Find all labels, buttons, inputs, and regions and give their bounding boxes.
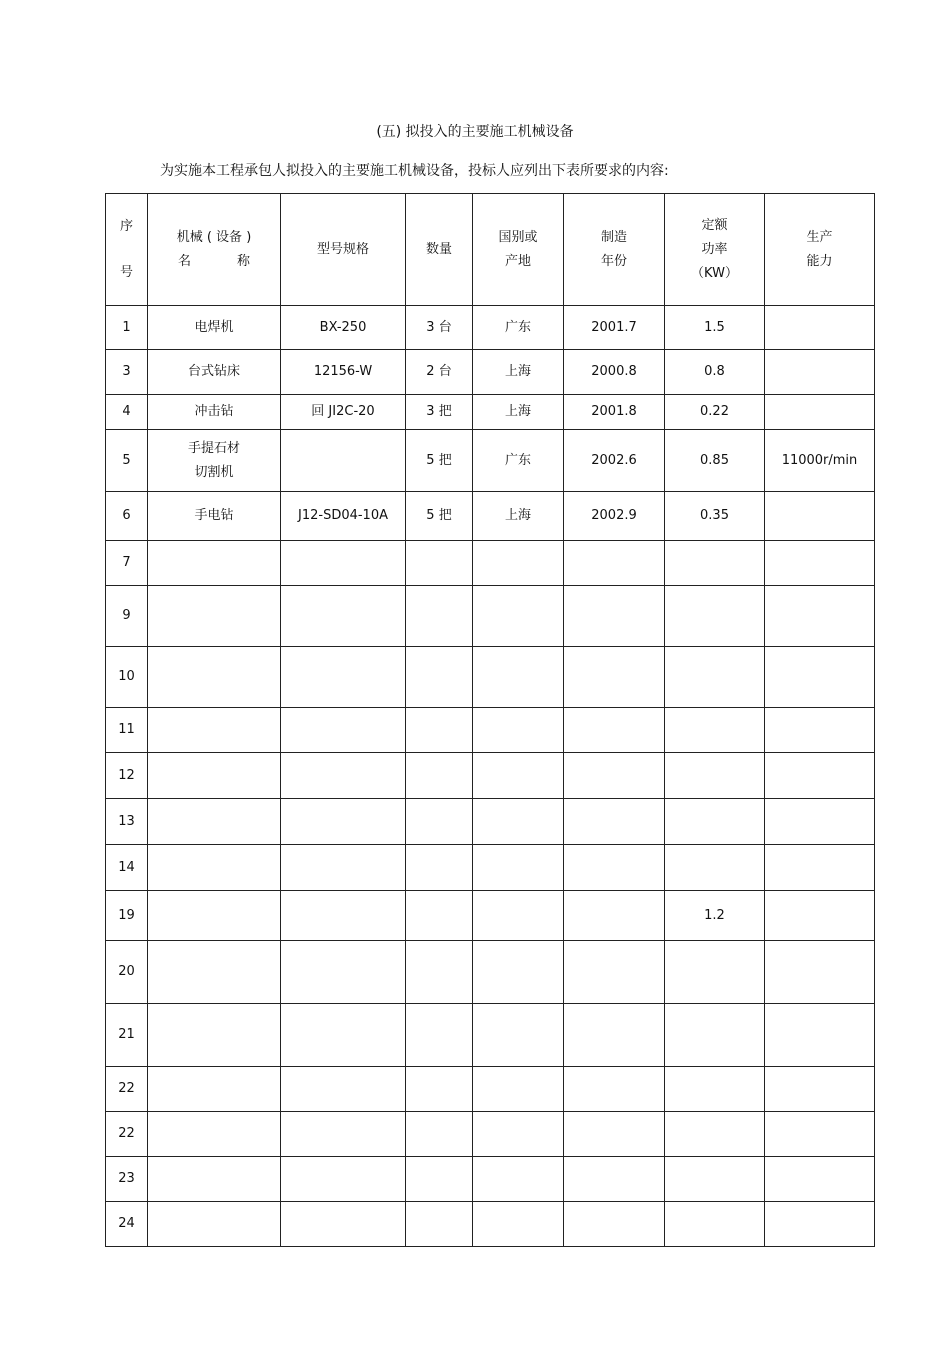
cell-origin (473, 1112, 564, 1157)
table-row (106, 1112, 875, 1157)
table-row (106, 1157, 875, 1202)
table-row (106, 845, 875, 891)
header-qty: 数量 (406, 194, 473, 306)
cell-origin: 广东 (473, 430, 564, 492)
cell-name (148, 541, 281, 586)
cell-model: J12-SD04-10A (281, 492, 406, 541)
table-row (106, 541, 875, 586)
cell-name: 电焊机 (148, 306, 281, 350)
cell-origin: 上海 (473, 395, 564, 430)
cell-model (281, 753, 406, 799)
table-row (106, 941, 875, 1004)
cell-qty: 5 把 (406, 430, 473, 492)
cell-origin: 广东 (473, 306, 564, 350)
cell-capacity (765, 395, 875, 430)
cell-name (148, 753, 281, 799)
cell-model (281, 1202, 406, 1247)
cell-power: 0.8 (665, 350, 765, 395)
cell-name (148, 845, 281, 891)
cell-qty: 2 台 (406, 350, 473, 395)
cell-power (665, 1202, 765, 1247)
cell-year: 2000.8 (564, 350, 665, 395)
equipment-table (105, 193, 875, 1247)
cell-qty (406, 753, 473, 799)
cell-qty (406, 1004, 473, 1067)
intro-text: 为实施本工程承包人拟投入的主要施工机械设备，投标人应列出下表所要求的内容: (160, 163, 669, 179)
header-seq: 序 号 (106, 194, 148, 306)
cell-model (281, 1004, 406, 1067)
cell-seq: 21 (106, 1004, 148, 1067)
cell-power (665, 845, 765, 891)
cell-name (148, 1157, 281, 1202)
cell-model (281, 799, 406, 845)
table-row (106, 1004, 875, 1067)
cell-qty (406, 891, 473, 941)
cell-seq: 24 (106, 1202, 148, 1247)
cell-year (564, 845, 665, 891)
cell-year: 2001.7 (564, 306, 665, 350)
cell-power (665, 647, 765, 708)
header-capacity: 生产 能力 (765, 194, 875, 306)
cell-year: 2002.6 (564, 430, 665, 492)
cell-capacity: 11000r/min (765, 430, 875, 492)
table-row (106, 1067, 875, 1112)
table-row (106, 586, 875, 647)
cell-seq: 3 (106, 350, 148, 395)
cell-origin (473, 845, 564, 891)
cell-model (281, 845, 406, 891)
cell-qty: 3 台 (406, 306, 473, 350)
cell-origin (473, 1067, 564, 1112)
cell-capacity (765, 1067, 875, 1112)
cell-capacity (765, 492, 875, 541)
cell-year (564, 1067, 665, 1112)
cell-power (665, 708, 765, 753)
cell-seq: 13 (106, 799, 148, 845)
cell-origin (473, 1004, 564, 1067)
table-row (106, 306, 875, 350)
cell-year (564, 647, 665, 708)
table-row (106, 708, 875, 753)
cell-origin (473, 1157, 564, 1202)
cell-seq: 9 (106, 586, 148, 647)
cell-power (665, 1112, 765, 1157)
cell-name: 台式钻床 (148, 350, 281, 395)
cell-year (564, 586, 665, 647)
cell-qty (406, 845, 473, 891)
table-row (106, 647, 875, 708)
cell-capacity (765, 799, 875, 845)
cell-qty (406, 541, 473, 586)
cell-qty (406, 1067, 473, 1112)
cell-power (665, 1004, 765, 1067)
cell-model (281, 1067, 406, 1112)
cell-seq: 10 (106, 647, 148, 708)
cell-origin (473, 647, 564, 708)
cell-seq: 23 (106, 1157, 148, 1202)
cell-model (281, 1112, 406, 1157)
cell-qty (406, 647, 473, 708)
cell-power (665, 541, 765, 586)
cell-qty (406, 1112, 473, 1157)
cell-model (281, 430, 406, 492)
header-year: 制造 年份 (564, 194, 665, 306)
table-row (106, 350, 875, 395)
cell-origin (473, 891, 564, 941)
cell-qty (406, 1202, 473, 1247)
cell-capacity (765, 845, 875, 891)
cell-seq: 14 (106, 845, 148, 891)
cell-capacity (765, 647, 875, 708)
cell-name (148, 1067, 281, 1112)
table-row (106, 753, 875, 799)
cell-capacity (765, 708, 875, 753)
cell-name: 手电钻 (148, 492, 281, 541)
cell-name: 手提石材 切割机 (148, 430, 281, 492)
cell-capacity (765, 541, 875, 586)
cell-seq: 12 (106, 753, 148, 799)
cell-qty (406, 941, 473, 1004)
cell-year (564, 1112, 665, 1157)
cell-seq: 11 (106, 708, 148, 753)
cell-name (148, 799, 281, 845)
cell-power: 1.2 (665, 891, 765, 941)
cell-power (665, 753, 765, 799)
cell-model (281, 586, 406, 647)
cell-origin (473, 708, 564, 753)
cell-origin (473, 586, 564, 647)
cell-power (665, 1067, 765, 1112)
cell-seq: 7 (106, 541, 148, 586)
cell-qty (406, 1157, 473, 1202)
cell-power: 0.35 (665, 492, 765, 541)
cell-origin (473, 541, 564, 586)
cell-power (665, 1157, 765, 1202)
cell-origin (473, 753, 564, 799)
cell-capacity (765, 306, 875, 350)
cell-seq: 1 (106, 306, 148, 350)
cell-name (148, 586, 281, 647)
cell-qty: 3 把 (406, 395, 473, 430)
cell-qty: 5 把 (406, 492, 473, 541)
cell-year (564, 1004, 665, 1067)
cell-year (564, 541, 665, 586)
cell-qty (406, 799, 473, 845)
header-power: 定额 功率 （KW） (665, 194, 765, 306)
cell-year (564, 708, 665, 753)
cell-power (665, 941, 765, 1004)
cell-qty (406, 708, 473, 753)
cell-name (148, 941, 281, 1004)
header-name: 机械 ( 设备 ) 名 称 (148, 194, 281, 306)
table-row (106, 799, 875, 845)
cell-name (148, 647, 281, 708)
cell-origin (473, 1202, 564, 1247)
table-header-row (106, 194, 875, 306)
cell-year: 2001.8 (564, 395, 665, 430)
cell-year (564, 891, 665, 941)
table-row (106, 430, 875, 492)
cell-origin (473, 941, 564, 1004)
cell-power: 0.85 (665, 430, 765, 492)
cell-origin: 上海 (473, 492, 564, 541)
cell-capacity (765, 1004, 875, 1067)
table-row (106, 492, 875, 541)
cell-year (564, 799, 665, 845)
header-origin: 国别或 产地 (473, 194, 564, 306)
cell-seq: 19 (106, 891, 148, 941)
cell-capacity (765, 586, 875, 647)
cell-seq: 6 (106, 492, 148, 541)
cell-seq: 22 (106, 1112, 148, 1157)
cell-year (564, 1202, 665, 1247)
cell-model (281, 891, 406, 941)
cell-power: 0.22 (665, 395, 765, 430)
cell-name: 冲击钻 (148, 395, 281, 430)
page-title: (五) 拟投入的主要施工机械设备 (376, 124, 574, 140)
cell-capacity (765, 1202, 875, 1247)
cell-model: BX-250 (281, 306, 406, 350)
cell-year (564, 941, 665, 1004)
table-row (106, 395, 875, 430)
cell-model (281, 708, 406, 753)
table-row (106, 1202, 875, 1247)
cell-model: 回 JI2C-20 (281, 395, 406, 430)
cell-origin (473, 799, 564, 845)
cell-name (148, 1112, 281, 1157)
cell-capacity (765, 941, 875, 1004)
cell-model: 12156-W (281, 350, 406, 395)
cell-capacity (765, 1157, 875, 1202)
cell-model (281, 1157, 406, 1202)
cell-seq: 4 (106, 395, 148, 430)
table-row (106, 891, 875, 941)
cell-name (148, 891, 281, 941)
cell-name (148, 708, 281, 753)
cell-power (665, 586, 765, 647)
cell-origin: 上海 (473, 350, 564, 395)
cell-power: 1.5 (665, 306, 765, 350)
cell-capacity (765, 1112, 875, 1157)
cell-seq: 20 (106, 941, 148, 1004)
cell-year (564, 1157, 665, 1202)
cell-seq: 5 (106, 430, 148, 492)
cell-qty (406, 586, 473, 647)
cell-year: 2002.9 (564, 492, 665, 541)
cell-capacity (765, 891, 875, 941)
cell-model (281, 541, 406, 586)
cell-model (281, 941, 406, 1004)
header-model: 型号规格 (281, 194, 406, 306)
cell-seq: 22 (106, 1067, 148, 1112)
cell-year (564, 753, 665, 799)
cell-capacity (765, 350, 875, 395)
cell-power (665, 799, 765, 845)
cell-name (148, 1004, 281, 1067)
cell-model (281, 647, 406, 708)
cell-capacity (765, 753, 875, 799)
cell-name (148, 1202, 281, 1247)
